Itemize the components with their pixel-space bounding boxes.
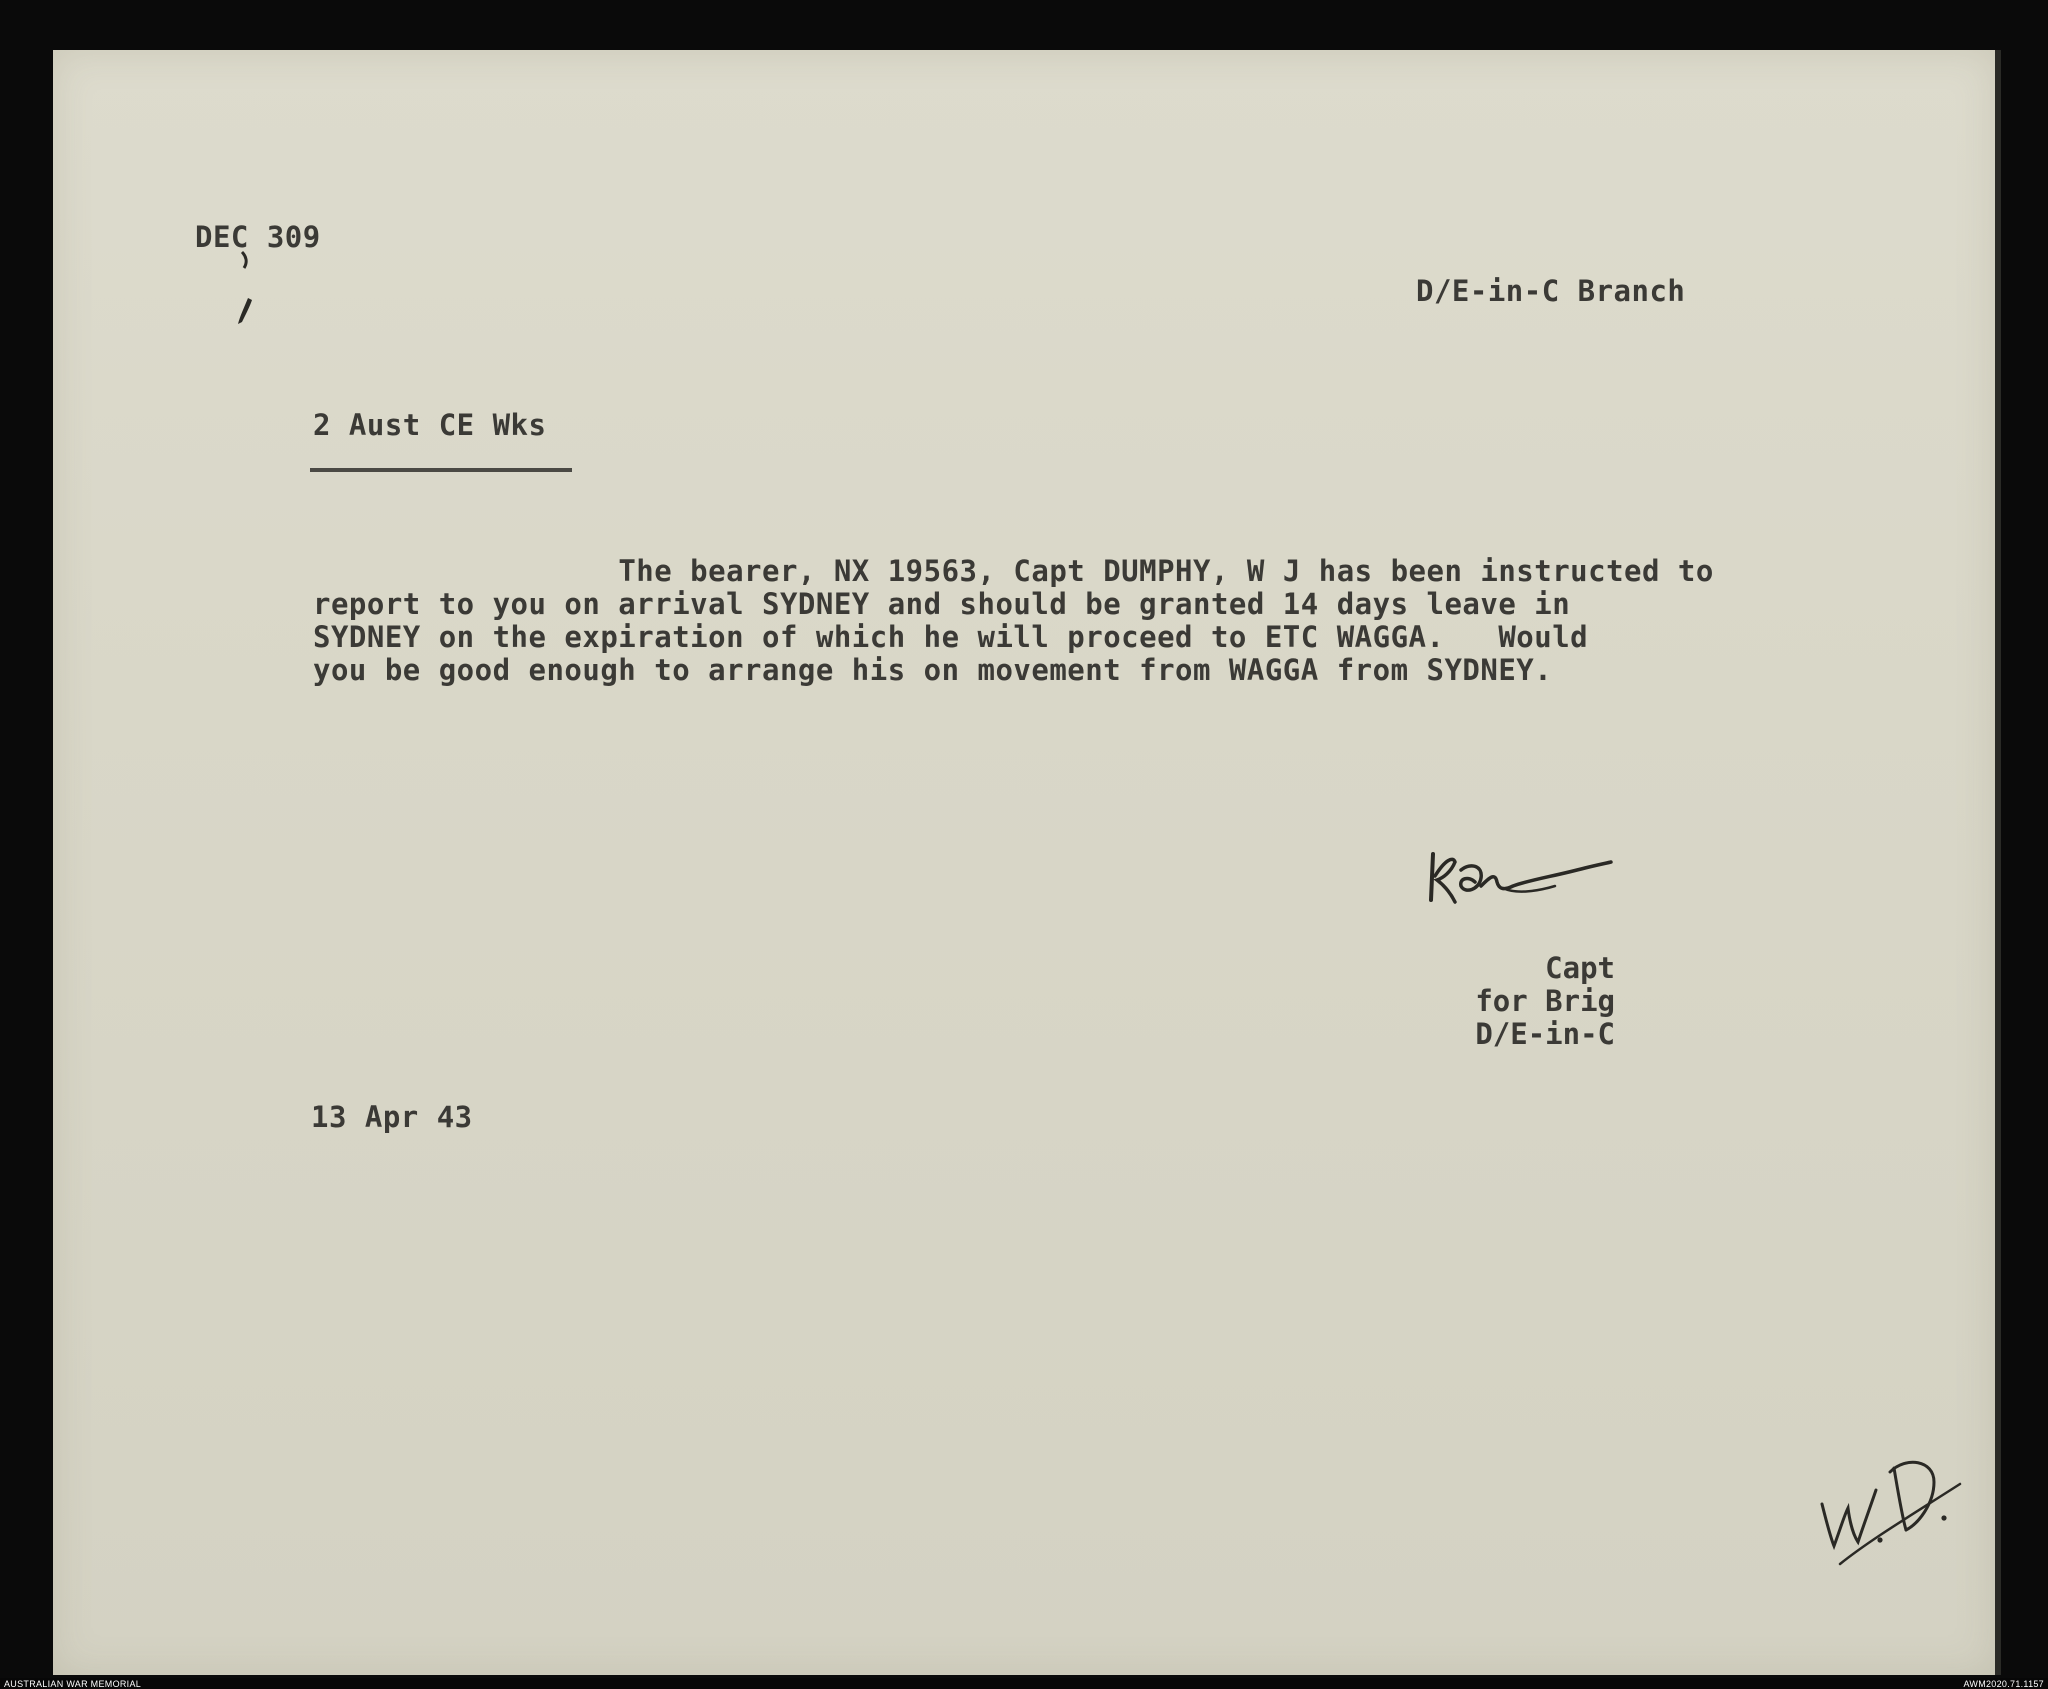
page-edge [1995, 50, 2001, 1675]
signature-block [1355, 952, 1615, 1051]
footer-institution: AUSTRALIAN WAR MEMORIAL [4, 1679, 142, 1689]
addressee: 2 Aust CE Wks [313, 408, 547, 442]
reference-number: DEC 309 [195, 220, 321, 254]
signatory-for-line: for Brig [1475, 984, 1615, 1018]
handwritten-initials [1810, 1420, 1970, 1570]
punch-hole-mark [228, 248, 262, 332]
branch-heading: D/E-in-C Branch [1416, 274, 1686, 308]
footer-accession-number: AWM2020.71.1157 [1963, 1679, 2044, 1689]
letter-body: The bearer, NX 19563, Capt DUMPHY, W J has been instructed to report to you on arrival SYDNEY and should be granted 14 days leave in SYDNEY on the expiration of which he will proceed to ETC WAGGA. Would you be good enough to arrange his on movement from WAGGA from SYDNEY. [313, 554, 1714, 687]
addressee-underline [310, 468, 572, 472]
signatory-rank: Capt [1545, 951, 1615, 985]
document-page [53, 50, 1995, 1675]
letter-date: 13 Apr 43 [311, 1100, 473, 1134]
handwritten-signature [1425, 842, 1615, 912]
signatory-office: D/E-in-C [1475, 1017, 1615, 1051]
